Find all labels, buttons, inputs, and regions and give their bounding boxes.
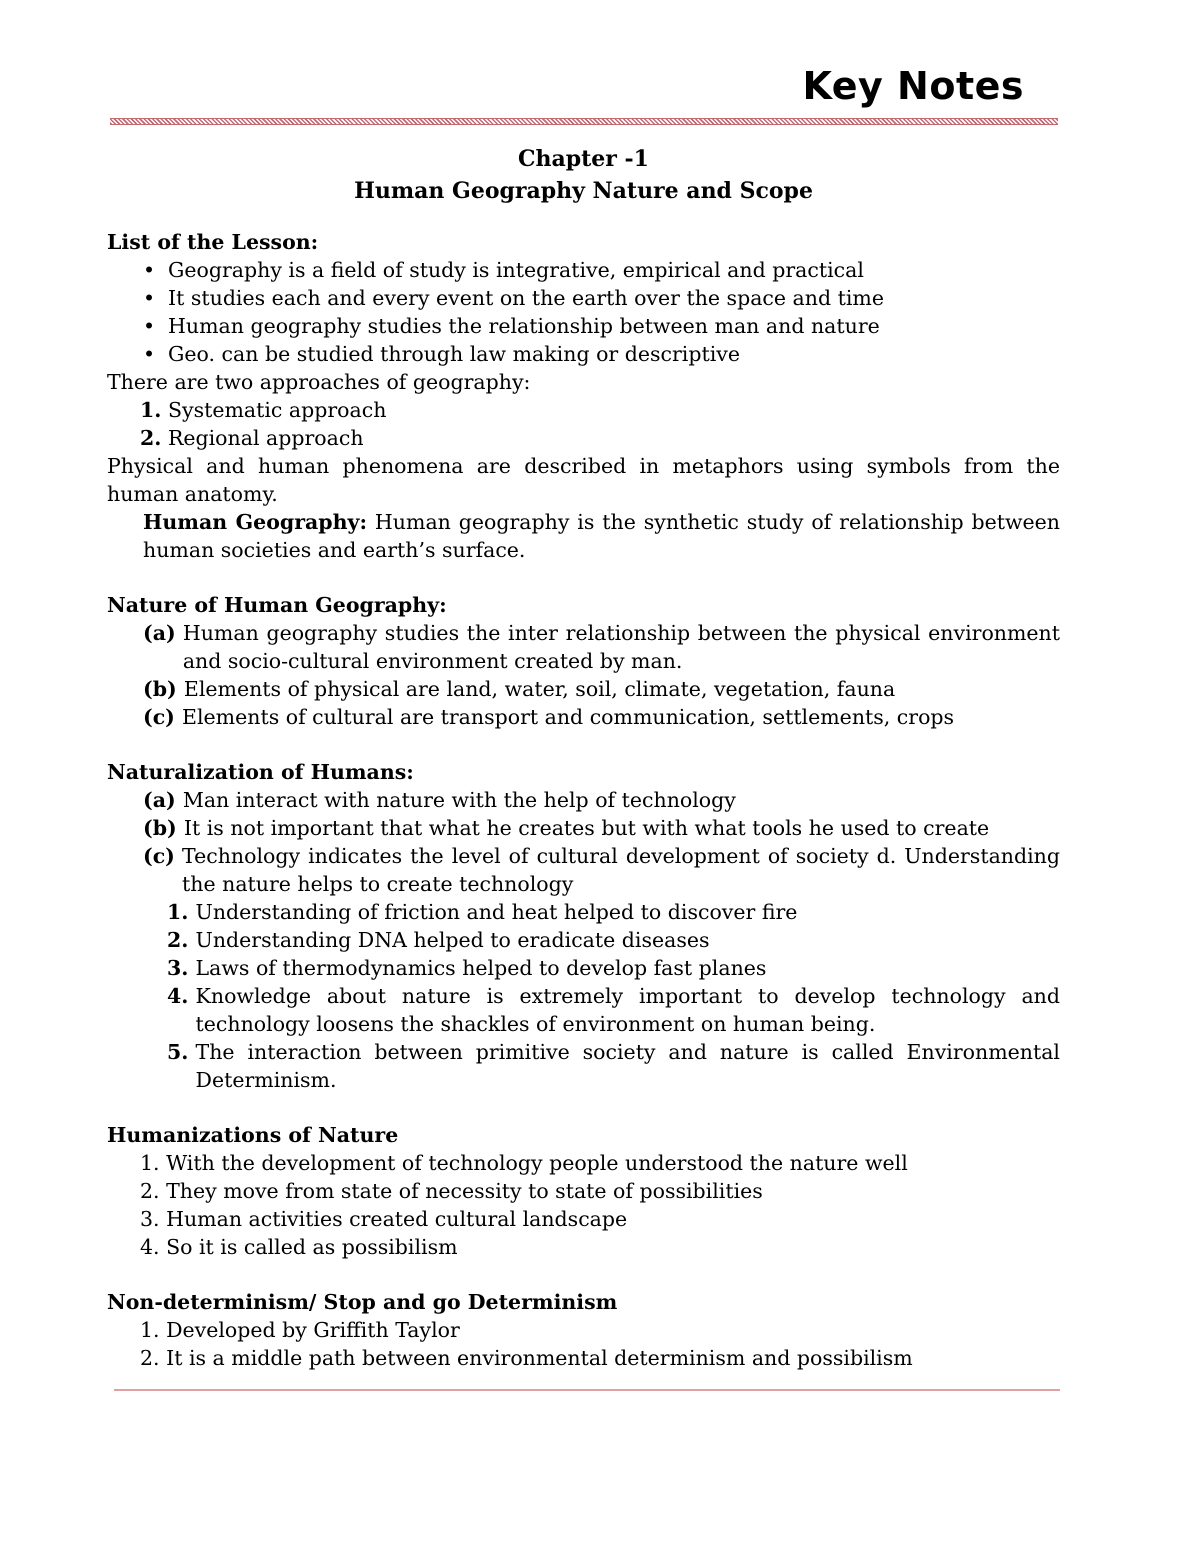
list-item [107,926,1060,954]
list-item: • Geo. can be studied through law making or descriptive [107,340,1060,368]
list-item [107,1038,1060,1094]
list-text: Elements of physical are land, water, soil, climate, vegetation, fauna [183,677,896,701]
approaches-intro: There are two approaches of geography: [107,370,531,394]
spacer [107,1261,1060,1288]
list-item [107,424,1060,452]
list-number: 2. [140,1346,160,1370]
list-item [107,1233,1060,1261]
list-text: Systematic approach [167,398,387,422]
list-number: 2. [140,426,162,450]
list-text: Developed by Griffith Taylor [166,1318,460,1342]
list-label: (a) [143,621,176,645]
list-item [107,786,1060,814]
list-number: 1. [167,900,189,924]
list-item: • Geography is a field of study is integrative, empirical and practical [107,256,1060,284]
list-text: Man interact with nature with the help of technology [182,788,736,812]
definition-paragraph [107,508,1060,564]
list-number: 2. [167,928,189,952]
list-item [107,898,1060,926]
list-number: 4. [167,984,189,1008]
list-text: Human geography studies the inter relationship between the physical environment and socio-cultural environment created by man. [182,621,1060,673]
nondeterminism-heading: Non-determinism/ Stop and go Determinism [107,1290,618,1314]
list-label: (c) [143,844,175,868]
header-title: Key Notes [802,64,1024,108]
list-number: 1. [140,1318,160,1342]
list-text: Knowledge about nature is extremely important to develop technology and technology loosens the shackles of environment on human being. [195,984,1060,1036]
spacer [107,1094,1060,1121]
list-text: With the development of technology people understood the nature well [166,1151,908,1175]
list-item [107,814,1060,842]
list-item: • It studies each and every event on the earth over the space and time [107,284,1060,312]
list-number: 4. [140,1235,160,1259]
list-text: Understanding DNA helped to eradicate diseases [195,928,710,952]
naturalization-heading: Naturalization of Humans: [107,760,414,784]
list-item [107,703,1060,731]
humanization-heading: Humanizations of Nature [107,1123,399,1147]
list-item: • Human geography studies the relationship between man and nature [107,312,1060,340]
chapter-number: Chapter -1 [518,146,649,172]
spacer [107,731,1060,758]
list-item [107,1316,1060,1344]
list-label: (b) [143,677,177,701]
list-text: Laws of thermodynamics helped to develop fast planes [195,956,767,980]
document-body [107,143,1060,1372]
list-item [107,1149,1060,1177]
spacer [107,564,1060,591]
header-rule [110,118,1058,125]
nature-heading: Nature of Human Geography: [107,593,447,617]
list-text: So it is called as possibilism [166,1235,458,1259]
list-text: Understanding of friction and heat helped to discover fire [195,900,798,924]
list-label: (b) [143,816,177,840]
list-item [107,396,1060,424]
footer-rule [114,1389,1060,1391]
list-item [107,1205,1060,1233]
lesson-bullet-list [107,256,1060,368]
list-text: It is not important that what he creates but with what tools he used to create [183,816,990,840]
spacer [107,207,1060,228]
list-number: 3. [167,956,189,980]
list-number: 1. [140,398,162,422]
list-number: 3. [140,1207,160,1231]
list-item [107,982,1060,1038]
list-text: They move from state of necessity to state of possibilities [166,1179,763,1203]
list-item [107,1344,1060,1372]
list-text: Regional approach [167,426,364,450]
list-item [107,954,1060,982]
list-text: Technology indicates the level of cultural development of society d. Understanding the nature helps to create technology [182,844,1060,896]
chapter-title: Human Geography Nature and Scope [354,178,813,204]
list-text: It is a middle path between environmental determinism and possibilism [166,1346,913,1370]
lesson-heading: List of the Lesson: [107,230,319,254]
metaphor-paragraph: Physical and human phenomena are described in metaphors using symbols from the human anatomy. [107,454,1060,506]
list-number: 5. [167,1040,189,1064]
list-number: 1. [140,1151,160,1175]
definition-text: Human geography is the synthetic study of relationship between human societies and earth’s surface. [143,510,1060,562]
list-label: (a) [143,788,176,812]
list-item [107,1177,1060,1205]
list-number: 2. [140,1179,160,1203]
list-text: Human activities created cultural landscape [166,1207,628,1231]
list-item [107,619,1060,675]
list-item [107,842,1060,898]
list-item [107,675,1060,703]
definition-term: Human Geography: [143,510,368,534]
list-text: The interaction between primitive society and nature is called Environmental Determinism. [195,1040,1060,1092]
list-label: (c) [143,705,175,729]
list-text: Elements of cultural are transport and communication, settlements, crops [182,705,955,729]
